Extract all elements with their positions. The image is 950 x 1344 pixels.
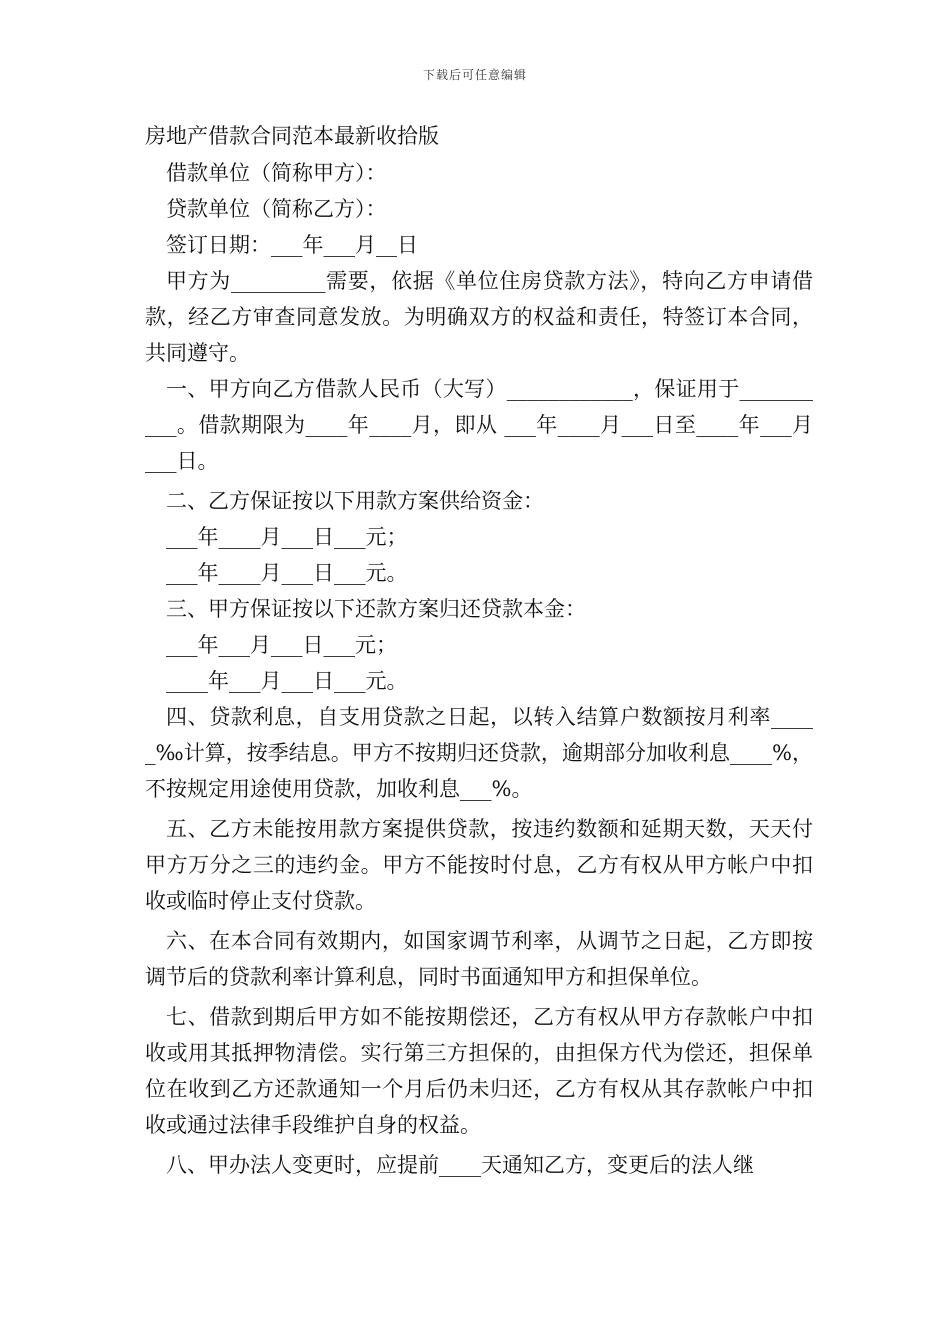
header-note: 下载后可任意编辑 <box>422 68 527 82</box>
clause-3-line-2: ____年___月___日___元。 <box>166 669 408 693</box>
clause-2-line-1: ___年____月___日___元； <box>166 525 408 549</box>
signing-date-field: 签订日期：___年___月__日 <box>166 233 418 257</box>
clause-3: 三、甲方保证按以下还款方案归还贷款本金： <box>166 597 586 621</box>
clause-5: 五、乙方未能按用款方案提供贷款，按违约数额和延期天数，天天付甲方万分之三的违约金。甲方不能按时付息，乙方有权从甲方帐户中扣收或临时停止支付贷款。 <box>145 817 813 913</box>
clause-2-line-2: ___年____月___日___元。 <box>166 561 408 585</box>
document-body <box>145 118 813 1183</box>
clause-8: 八、甲办法人变更时，应提前____天通知乙方，变更后的法人继 <box>166 1153 754 1177</box>
preamble-paragraph: 甲方为_________需要，依据《单位住房贷款方法》，特向乙方申请借款，经乙方审查同意发放。为明确双方的权益和责任，特签订本合同，共同遵守。 <box>145 269 813 365</box>
borrower-field: 借款单位（简称甲方）： <box>166 161 387 185</box>
document-title: 房地产借款合同范本最新收拾版 <box>145 124 439 148</box>
lender-field: 贷款单位（简称乙方）： <box>166 197 387 221</box>
clause-6: 六、在本合同有效期内，如国家调节利率，从调节之日起，乙方即按调节后的贷款利率计算利息，同时书面通知甲方和担保单位。 <box>145 929 813 989</box>
clause-2: 二、乙方保证按以下用款方案供给资金： <box>166 489 544 513</box>
clause-3-line-1: ___年___月___日___元； <box>166 633 397 657</box>
clause-4: 四、贷款利息，自支用贷款之日起，以转入结算户数额按月利率_____‰计算，按季结息。甲方不按期归还贷款，逾期部分加收利息____%，不按规定用途使用贷款，加收利息___%。 <box>145 705 813 801</box>
clause-7: 七、借款到期后甲方如不能按期偿还，乙方有权从甲方存款帐户中扣收或用其抵押物清偿。实行第三方担保的，由担保方代为偿还，担保单位在收到乙方还款通知一个月后仍未归还，乙方有权从其存款帐户中扣收或通过法律手段维护自身的权益。 <box>145 1005 813 1137</box>
clause-1: 一、甲方向乙方借款人民币（大写）____________，保证用于__________。借款期限为____年____月，即从 ___年____月___日至____年___月___日。 <box>145 377 813 473</box>
